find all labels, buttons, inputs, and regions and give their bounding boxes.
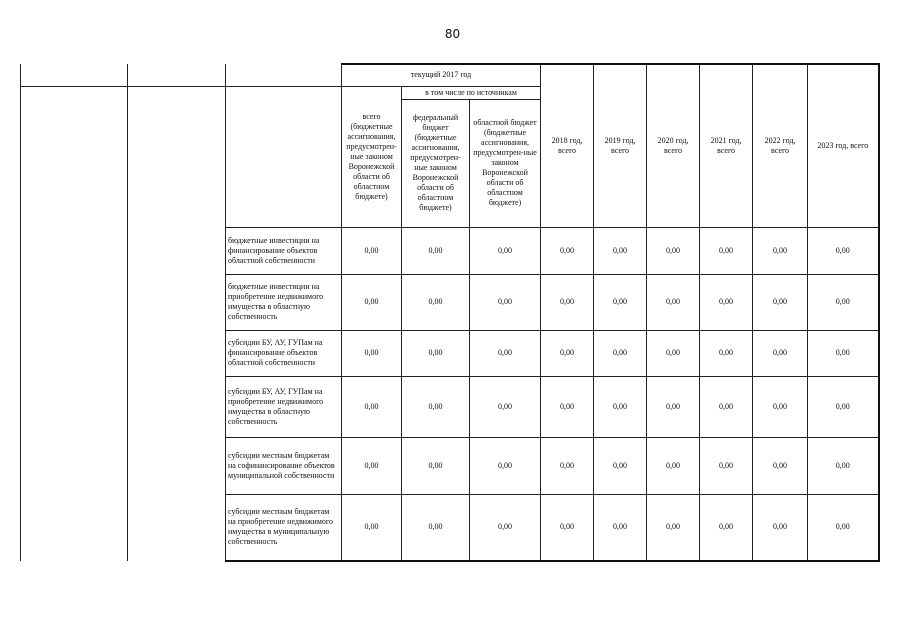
value-cell: 0,00 xyxy=(700,330,753,376)
value-cell: 0,00 xyxy=(541,330,594,376)
value-cell: 0,00 xyxy=(594,376,647,437)
year-2020-header: 2020 год, всего xyxy=(647,64,700,227)
value-cell: 0,00 xyxy=(470,274,541,330)
blank-col-3b xyxy=(226,86,342,227)
value-cell: 0,00 xyxy=(541,376,594,437)
value-cell: 0,00 xyxy=(541,494,594,561)
row-label: субсидии БУ, АУ, ГУПам на приобретение недвижимого имущества в областную собственность xyxy=(226,376,342,437)
value-cell: 0,00 xyxy=(647,437,700,494)
value-cell: 0,00 xyxy=(470,437,541,494)
value-cell: 0,00 xyxy=(647,274,700,330)
value-cell: 0,00 xyxy=(808,274,879,330)
value-cell: 0,00 xyxy=(541,437,594,494)
value-cell: 0,00 xyxy=(342,437,402,494)
value-cell: 0,00 xyxy=(402,376,470,437)
current-year-header: текущий 2017 год xyxy=(342,64,541,86)
value-cell: 0,00 xyxy=(700,227,753,274)
value-cell: 0,00 xyxy=(402,274,470,330)
header-row-1 xyxy=(21,64,879,86)
blank-col-2g xyxy=(128,437,226,494)
blank-col-3 xyxy=(226,64,342,86)
value-cell: 0,00 xyxy=(342,227,402,274)
table-row xyxy=(21,227,879,274)
blank-col-1h xyxy=(21,494,128,561)
value-cell: 0,00 xyxy=(402,494,470,561)
federal-header: федеральный бюджет (бюджетные ассигнования, предусмотрен-ные законом Воронежской области об областном бюджете) xyxy=(402,99,470,227)
blank-col-2 xyxy=(128,64,226,86)
blank-col-1b xyxy=(21,86,128,227)
sources-header: в том числе по источникам xyxy=(402,86,541,99)
value-cell: 0,00 xyxy=(808,494,879,561)
page-number: 80 xyxy=(444,27,461,41)
year-2023-header: 2023 год, всего xyxy=(808,64,879,227)
value-cell: 0,00 xyxy=(470,227,541,274)
value-cell: 0,00 xyxy=(647,227,700,274)
value-cell: 0,00 xyxy=(541,274,594,330)
value-cell: 0,00 xyxy=(402,330,470,376)
value-cell: 0,00 xyxy=(647,376,700,437)
blank-col-2e xyxy=(128,330,226,376)
value-cell: 0,00 xyxy=(342,274,402,330)
blank-col-2d xyxy=(128,274,226,330)
value-cell: 0,00 xyxy=(594,494,647,561)
value-cell: 0,00 xyxy=(808,227,879,274)
value-cell: 0,00 xyxy=(753,227,808,274)
year-2018-header: 2018 год, всего xyxy=(541,64,594,227)
year-2022-header: 2022 год, всего xyxy=(753,64,808,227)
value-cell: 0,00 xyxy=(594,330,647,376)
row-label: субсидии местным бюджетам на приобретение недвижимого имущества в муниципальную собственность xyxy=(226,494,342,561)
value-cell: 0,00 xyxy=(342,494,402,561)
value-cell: 0,00 xyxy=(808,330,879,376)
blank-col-2c xyxy=(128,227,226,274)
blank-col-1d xyxy=(21,274,128,330)
table-row xyxy=(21,330,879,376)
row-label: субсидии местным бюджетам на софинансирование объектов муниципальной собственности xyxy=(226,437,342,494)
budget-table xyxy=(20,63,880,562)
value-cell: 0,00 xyxy=(753,494,808,561)
value-cell: 0,00 xyxy=(700,274,753,330)
blank-col-1c xyxy=(21,227,128,274)
year-2019-header: 2019 год, всего xyxy=(594,64,647,227)
value-cell: 0,00 xyxy=(594,274,647,330)
row-label: субсидии БУ, АУ, ГУПам на финансирование объектов областной собственности xyxy=(226,330,342,376)
table-row xyxy=(21,376,879,437)
value-cell: 0,00 xyxy=(594,437,647,494)
value-cell: 0,00 xyxy=(700,376,753,437)
value-cell: 0,00 xyxy=(700,494,753,561)
blank-col-1 xyxy=(21,64,128,86)
value-cell: 0,00 xyxy=(808,437,879,494)
blank-col-1e xyxy=(21,330,128,376)
regional-header: областной бюджет (бюджетные ассигнования, предусмотрен-ные законом Воронежской области об областном бюджете) xyxy=(470,99,541,227)
value-cell: 0,00 xyxy=(470,330,541,376)
value-cell: 0,00 xyxy=(753,376,808,437)
value-cell: 0,00 xyxy=(342,376,402,437)
value-cell: 0,00 xyxy=(470,376,541,437)
blank-col-2h xyxy=(128,494,226,561)
table-row xyxy=(21,437,879,494)
value-cell: 0,00 xyxy=(753,274,808,330)
row-label: бюджетные инвестиции на финансирование объектов областной собственности xyxy=(226,227,342,274)
blank-col-2f xyxy=(128,376,226,437)
value-cell: 0,00 xyxy=(541,227,594,274)
value-cell: 0,00 xyxy=(753,437,808,494)
table-row xyxy=(21,494,879,561)
blank-col-2b xyxy=(128,86,226,227)
year-2021-header: 2021 год, всего xyxy=(700,64,753,227)
row-label: бюджетные инвестиции на приобретение недвижимого имущества в областную собственность xyxy=(226,274,342,330)
value-cell: 0,00 xyxy=(402,437,470,494)
value-cell: 0,00 xyxy=(647,494,700,561)
value-cell: 0,00 xyxy=(470,494,541,561)
value-cell: 0,00 xyxy=(594,227,647,274)
blank-col-1g xyxy=(21,437,128,494)
value-cell: 0,00 xyxy=(342,330,402,376)
table-row xyxy=(21,274,879,330)
value-cell: 0,00 xyxy=(808,376,879,437)
total-header: всего (бюджетные ассигнования, предусмотрен-ные законом Воронежской области об областном бюджете) xyxy=(342,86,402,227)
value-cell: 0,00 xyxy=(402,227,470,274)
value-cell: 0,00 xyxy=(700,437,753,494)
value-cell: 0,00 xyxy=(647,330,700,376)
blank-col-1f xyxy=(21,376,128,437)
value-cell: 0,00 xyxy=(753,330,808,376)
